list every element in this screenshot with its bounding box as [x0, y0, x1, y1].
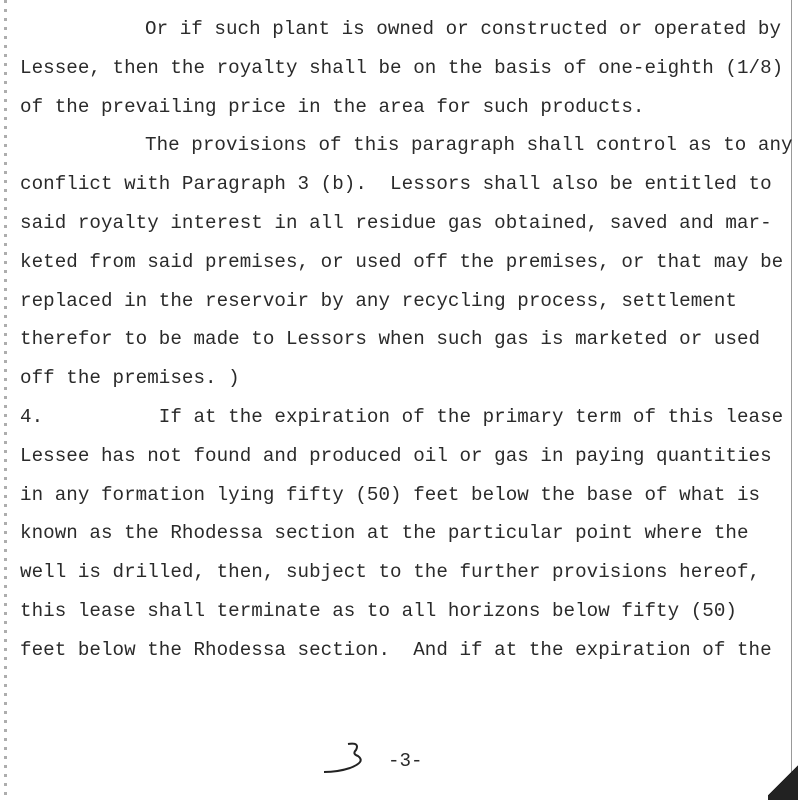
- text-line: The provisions of this paragraph shall control as to any: [145, 134, 793, 157]
- binding-edge: [4, 0, 7, 800]
- handwritten-page-mark: [320, 738, 380, 778]
- text-line: Lessee has not found and produced oil or gas in paying quantities: [20, 444, 772, 467]
- text-line: this lease shall terminate as to all horizons below fifty (50): [20, 600, 737, 622]
- scan-corner-shadow: [768, 760, 798, 800]
- page-number: -3-: [388, 750, 423, 772]
- text-line: Lessee, then the royalty shall be on the basis of one-eighth (1/8): [20, 56, 784, 79]
- text-line: conflict with Paragraph 3 (b). Lessors shall also be entitled to: [20, 173, 772, 196]
- text-line: keted from said premises, or used off the premises, or that may be: [20, 250, 784, 273]
- text-line: 4. If at the expiration of the primary term of this lease: [20, 406, 784, 428]
- text-line: in any formation lying fifty (50) feet below the base of what is: [20, 483, 761, 506]
- text-line: of the prevailing price in the area for such products.: [20, 95, 645, 118]
- text-line: feet below the Rhodessa section. And if at the expiration of the: [20, 638, 772, 661]
- page-edge: [791, 0, 792, 800]
- text-line: well is drilled, then, subject to the further provisions hereof,: [20, 561, 761, 584]
- text-line: Or if such plant is owned or constructed or operated by: [145, 18, 782, 40]
- text-line: known as the Rhodessa section at the particular point where the: [20, 522, 749, 545]
- text-line: off the premises. ): [20, 367, 240, 390]
- text-line: therefor to be made to Lessors when such gas is marketed or used: [20, 328, 761, 351]
- text-line: replaced in the reservoir by any recycling process, settlement: [20, 289, 737, 312]
- text-line: said royalty interest in all residue gas obtained, saved and mar-: [20, 212, 772, 234]
